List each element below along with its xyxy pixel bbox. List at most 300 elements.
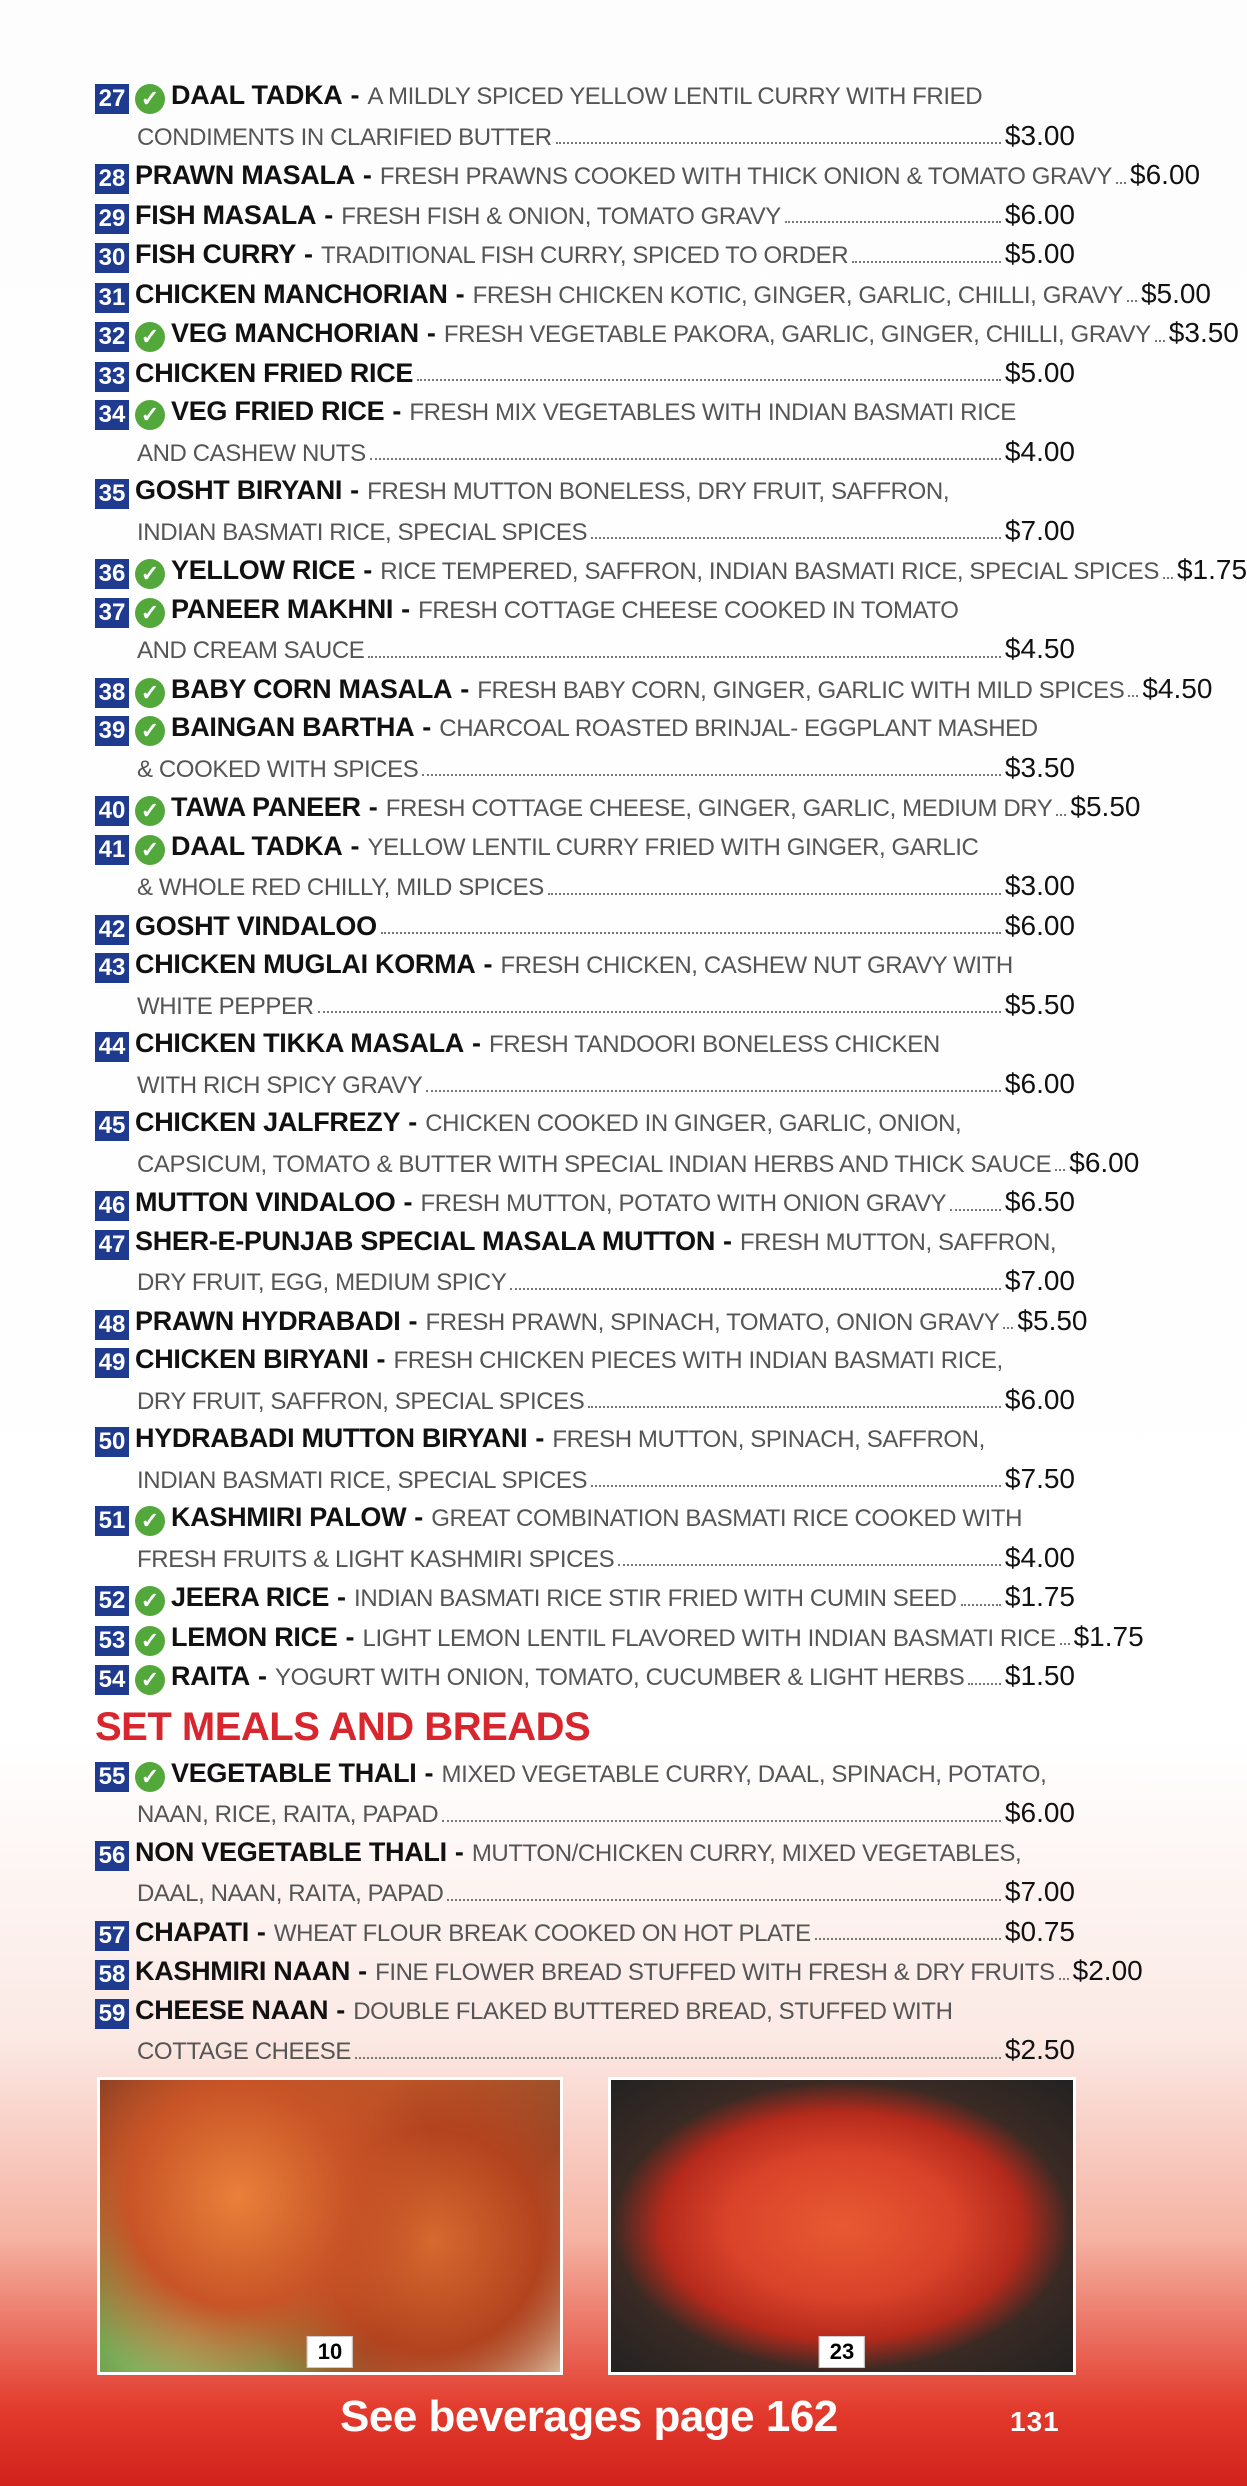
item-name: KASHMIRI PALOW: [171, 1502, 407, 1532]
item-description: CHARCOAL ROASTED BRINJAL- EGGPLANT MASHED: [439, 715, 1038, 742]
item-number-badge: 51: [95, 1506, 129, 1536]
item-description: A MILDLY SPICED YELLOW LENTIL CURRY WITH FRIED: [367, 83, 983, 110]
menu-item: [95, 471, 1075, 550]
item-number-badge: 30: [95, 243, 129, 273]
menu-item-line: [95, 1340, 1075, 1380]
item-description-cont: & WHOLE RED CHILLY, MILD SPICES: [137, 874, 544, 901]
item-number-badge: 52: [95, 1586, 129, 1616]
item-name: DAAL TADKA: [171, 80, 343, 110]
name-separator: -: [345, 1621, 355, 1652]
menu-item: [95, 1617, 1144, 1657]
item-description-cont: INDIAN BASMATI RICE, SPECIAL SPICES: [137, 518, 588, 546]
menu-item: [95, 1103, 1140, 1182]
name-separator: -: [471, 1028, 481, 1058]
dot-leader: [1116, 182, 1126, 184]
veg-icon: ✓: [135, 400, 165, 430]
menu-item-line: [95, 1143, 1140, 1183]
name-separator: -: [414, 1502, 424, 1532]
item-description: FRESH CHICKEN KOTIC, GINGER, GARLIC, CHILLI, GRAVY: [472, 281, 1123, 309]
name-separator: -: [426, 318, 436, 348]
item-description-cont: & COOKED WITH SPICES: [137, 755, 419, 783]
item-number-badge: 45: [95, 1111, 129, 1141]
menu-item: [95, 1577, 1075, 1617]
name-separator: -: [424, 1757, 434, 1788]
item-name: GOSHT VINDALOO: [135, 910, 377, 941]
item-number-badge: 34: [95, 400, 129, 430]
item-price: $1.50: [1004, 1660, 1075, 1691]
item-number-badge: 55: [95, 1762, 129, 1792]
name-separator: -: [723, 1225, 733, 1256]
item-name: LEMON RICE: [171, 1621, 338, 1652]
item-price: $5.50: [1017, 1304, 1088, 1336]
photo-paneer: [608, 2077, 1076, 2375]
item-description: FRESH MUTTON, POTATO WITH ONION GRAVY: [420, 1190, 947, 1217]
item-name: VEG MANCHORIAN: [171, 318, 419, 348]
item-price: $4.00: [1004, 1541, 1075, 1573]
menu-item: [95, 1754, 1075, 1833]
menu-item-line: [95, 590, 1075, 630]
menu-item-line: [95, 234, 1075, 274]
item-number-badge: 32: [95, 322, 129, 352]
menu-item: [95, 906, 1075, 946]
item-number-badge: 53: [95, 1626, 129, 1656]
item-description-cont: AND CASHEW NUTS: [137, 439, 366, 467]
name-separator: -: [535, 1423, 545, 1453]
menu-item-line: [95, 1617, 1144, 1657]
menu-list: [95, 76, 1247, 2070]
name-separator: -: [256, 1916, 266, 1947]
item-description-cont: COTTAGE CHEESE: [137, 2038, 351, 2065]
item-description: FINE FLOWER BREAD STUFFED WITH FRESH & DRY FRUITS: [375, 1959, 1055, 1986]
menu-item: [95, 76, 1075, 155]
dot-leader: [1128, 695, 1138, 697]
menu-item-line: [95, 195, 1075, 235]
item-number-badge: 46: [95, 1191, 129, 1221]
menu-item-line: [95, 1833, 1075, 1873]
item-price: $6.00: [1004, 1797, 1075, 1828]
menu-item: [95, 1024, 1075, 1103]
section-title: SET MEALS AND BREADS: [95, 1704, 591, 1749]
menu-item-line: [95, 1103, 1075, 1143]
menu-item-line: [95, 1991, 1075, 2031]
item-description: YOGURT WITH ONION, TOMATO, CUCUMBER & LIGHT HERBS: [275, 1664, 965, 1691]
menu-item-line: [95, 1793, 1075, 1833]
menu-item-line: [95, 1538, 1075, 1578]
item-price: $0.75: [1004, 1915, 1075, 1947]
dot-leader: [1056, 814, 1066, 816]
item-number-badge: 44: [95, 1032, 129, 1062]
veg-icon: ✓: [135, 1762, 165, 1792]
veg-icon: ✓: [135, 678, 165, 708]
menu-item-line: [95, 787, 1141, 827]
item-description-cont: INDIAN BASMATI RICE, SPECIAL SPICES: [137, 1466, 588, 1494]
name-separator: -: [454, 1836, 464, 1867]
menu-item-line: [95, 827, 1075, 867]
item-name: CHICKEN MUGLAI KORMA: [135, 949, 476, 979]
item-description: FRESH MUTTON BONELESS, DRY FRUIT, SAFFRON,: [367, 478, 950, 505]
item-description: TRADITIONAL FISH CURRY, SPICED TO ORDER: [321, 242, 849, 269]
item-name: CHEESE NAAN: [135, 1994, 329, 2025]
item-description: WHEAT FLOUR BREAK COOKED ON HOT PLATE: [273, 1919, 811, 1947]
item-description-cont: DAAL, NAAN, RAITA, PAPAD: [137, 1880, 444, 1907]
menu-item: [95, 274, 1212, 314]
item-name: JEERA RICE: [171, 1582, 330, 1612]
menu-item: [95, 234, 1075, 274]
name-separator: -: [460, 673, 470, 704]
name-separator: -: [350, 830, 360, 861]
item-number-badge: 54: [95, 1665, 129, 1695]
item-price: $5.00: [1140, 277, 1212, 309]
menu-item-line: [95, 1380, 1075, 1420]
menu-item: [95, 669, 1213, 709]
item-name: VEG FRIED RICE: [171, 396, 385, 426]
menu-item: [95, 1301, 1088, 1341]
item-name: FISH CURRY: [135, 239, 297, 269]
menu-item-line: [95, 1261, 1075, 1301]
name-separator: -: [376, 1344, 386, 1374]
name-separator: -: [363, 555, 373, 585]
item-name: YELLOW RICE: [171, 555, 356, 585]
name-separator: -: [350, 475, 360, 505]
veg-icon: ✓: [135, 1665, 165, 1695]
dot-leader: [426, 1090, 1001, 1092]
dot-leader: [1059, 1978, 1069, 1980]
menu-item-line: [95, 866, 1075, 906]
veg-icon: ✓: [135, 1506, 165, 1536]
item-description: GREAT COMBINATION BASMATI RICE COOKED WITH: [431, 1505, 1023, 1532]
item-name: CHICKEN MANCHORIAN: [135, 278, 448, 309]
item-name: KASHMIRI NAAN: [135, 1956, 351, 1986]
item-price: $7.50: [1004, 1462, 1075, 1494]
menu-item: [95, 195, 1075, 235]
menu-item-line: [95, 1222, 1075, 1262]
item-price: $2.00: [1072, 1955, 1143, 1986]
item-description: FRESH VEGETABLE PAKORA, GARLIC, GINGER, CHILLI, GRAVY: [443, 321, 1151, 348]
menu-item-line: [95, 945, 1075, 985]
item-price: $1.75: [1176, 554, 1247, 585]
menu-item: [95, 353, 1075, 393]
dot-leader: [548, 893, 1001, 895]
item-price: $7.00: [1004, 514, 1075, 546]
menu-item-line: [95, 471, 1075, 511]
item-description-cont: WHITE PEPPER: [137, 992, 314, 1020]
veg-icon: ✓: [135, 84, 165, 114]
menu-item-line: [95, 1182, 1075, 1222]
menu-item: [95, 1656, 1075, 1696]
menu-item-line: [95, 432, 1075, 472]
item-number-badge: 50: [95, 1427, 129, 1457]
item-price: $6.00: [1004, 909, 1075, 941]
item-number-badge: 59: [95, 1999, 129, 2029]
item-description: RICE TEMPERED, SAFFRON, INDIAN BASMATI RICE, SPECIAL SPICES: [380, 558, 1159, 585]
menu-item: [95, 1340, 1075, 1419]
menu-item-line: [95, 274, 1212, 314]
dot-leader: [1163, 577, 1173, 579]
dot-leader: [968, 1683, 1001, 1685]
dot-leader: [1155, 340, 1165, 342]
name-separator: -: [408, 1305, 418, 1336]
veg-icon: ✓: [135, 1626, 165, 1656]
menu-item-line: [95, 313, 1239, 353]
item-number-badge: 40: [95, 796, 129, 826]
dot-leader: [368, 656, 1001, 658]
item-price: $4.50: [1004, 633, 1075, 664]
dot-leader: [556, 142, 1001, 144]
item-number-badge: 56: [95, 1841, 129, 1871]
item-name: CHICKEN TIKKA MASALA: [135, 1028, 464, 1058]
item-price: $6.00: [1004, 1067, 1075, 1099]
item-price: $3.00: [1004, 119, 1075, 151]
menu-item-line: [95, 155, 1201, 195]
dot-leader: [417, 379, 1001, 381]
menu-item-line: [95, 708, 1075, 748]
item-description-cont: CONDIMENTS IN CLARIFIED BUTTER: [137, 123, 552, 151]
veg-icon: ✓: [135, 1586, 165, 1616]
veg-icon: ✓: [135, 716, 165, 746]
menu-item-line: [95, 392, 1075, 432]
dot-leader: [618, 1564, 1001, 1566]
name-separator: -: [392, 396, 402, 426]
item-number-badge: 37: [95, 598, 129, 628]
dot-leader: [510, 1288, 1001, 1290]
item-price: $5.00: [1004, 356, 1075, 388]
item-name: NON VEGETABLE THALI: [135, 1836, 447, 1867]
menu-item: [95, 787, 1141, 827]
page-number: 131: [1010, 2406, 1060, 2437]
menu-item: [95, 708, 1075, 787]
item-name: DAAL TADKA: [171, 830, 343, 861]
item-description: YELLOW LENTIL CURRY FRIED WITH GINGER, GARLIC: [367, 833, 979, 861]
menu-item-line: [95, 1656, 1075, 1696]
dot-leader: [422, 774, 1001, 776]
menu-item-line: [95, 550, 1247, 590]
footer-beverages-link[interactable]: See beverages page 162: [340, 2392, 838, 2441]
item-name: PANEER MAKHNI: [171, 593, 394, 624]
item-price: $5.50: [1070, 791, 1141, 822]
item-name: TAWA PANEER: [171, 792, 361, 822]
item-price: $4.50: [1142, 672, 1213, 704]
menu-item-line: [95, 906, 1075, 946]
menu-item: [95, 1498, 1075, 1577]
item-price: $3.00: [1004, 870, 1075, 901]
menu-item: [95, 1912, 1075, 1952]
menu-item-line: [95, 1872, 1075, 1912]
veg-icon: ✓: [135, 322, 165, 352]
name-separator: -: [368, 792, 378, 822]
item-description: FRESH COTTAGE CHEESE, GINGER, GARLIC, MEDIUM DRY: [385, 795, 1053, 822]
menu-item: [95, 313, 1239, 353]
name-separator: -: [403, 1187, 413, 1217]
item-name: BABY CORN MASALA: [171, 673, 453, 704]
menu-item-line: [95, 1754, 1075, 1794]
item-description: INDIAN BASMATI RICE STIR FRIED WITH CUMIN SEED: [354, 1585, 957, 1612]
item-number-badge: 28: [95, 164, 129, 194]
menu-item-line: [95, 1024, 1075, 1064]
veg-icon: ✓: [135, 796, 165, 826]
name-separator: -: [408, 1107, 418, 1137]
menu-item-line: [95, 1459, 1075, 1499]
item-number-badge: 48: [95, 1310, 129, 1340]
dot-leader: [852, 261, 1001, 263]
bread-list: [95, 1754, 1143, 2070]
item-price: $6.00: [1069, 1146, 1140, 1178]
name-separator: -: [422, 712, 432, 742]
name-separator: -: [304, 239, 314, 269]
name-separator: -: [324, 199, 334, 230]
item-price: $7.00: [1004, 1265, 1075, 1296]
dot-leader: [355, 2057, 1001, 2059]
item-price: $3.50: [1004, 751, 1075, 783]
item-name: MUTTON VINDALOO: [135, 1187, 396, 1217]
item-number-badge: 29: [95, 204, 129, 234]
menu-item: [95, 590, 1075, 669]
item-description: MIXED VEGETABLE CURRY, DAAL, SPINACH, POTATO,: [441, 1760, 1047, 1788]
menu-item: [95, 1991, 1075, 2070]
menu-item: [95, 945, 1075, 1024]
dot-leader: [1060, 1643, 1070, 1645]
item-description-cont: AND CREAM SAUCE: [137, 637, 365, 664]
menu-item-line: [95, 1951, 1143, 1991]
item-price: $6.00: [1130, 159, 1201, 190]
item-price: $5.00: [1004, 238, 1075, 269]
photo-tag: 23: [819, 2336, 865, 2368]
dish-list: [95, 76, 1247, 1696]
item-description: FRESH COTTAGE CHEESE COOKED IN TOMATO: [418, 596, 959, 624]
item-price: $1.75: [1073, 1620, 1144, 1652]
item-name: GOSHT BIRYANI: [135, 475, 343, 505]
name-separator: -: [358, 1956, 368, 1986]
item-price: $3.50: [1168, 317, 1239, 348]
item-description: FRESH BABY CORN, GINGER, GARLIC WITH MILD SPICES: [477, 676, 1125, 704]
menu-item-line: [95, 76, 1075, 116]
item-description: FRESH PRAWNS COOKED WITH THICK ONION & TOMATO GRAVY: [379, 163, 1113, 190]
menu-item-line: [95, 1498, 1075, 1538]
menu-item-line: [95, 1419, 1075, 1459]
menu-item: [95, 1951, 1143, 1991]
item-number-badge: 42: [95, 915, 129, 945]
item-number-badge: 58: [95, 1960, 129, 1990]
menu-item: [95, 1419, 1075, 1498]
item-name: SHER-E-PUNJAB SPECIAL MASALA MUTTON: [135, 1225, 716, 1256]
menu-item-line: [95, 748, 1075, 788]
item-price: $7.00: [1004, 1876, 1075, 1907]
dot-leader: [447, 1899, 1000, 1901]
item-price: $6.00: [1004, 198, 1075, 230]
dot-leader: [442, 1820, 1001, 1822]
menu-item-line: [95, 985, 1075, 1025]
menu-item: [95, 550, 1247, 590]
item-number-badge: 47: [95, 1230, 129, 1260]
photo-tag: 10: [307, 2336, 353, 2368]
menu-item-line: [95, 1301, 1088, 1341]
item-description: FRESH MIX VEGETABLES WITH INDIAN BASMATI RICE: [409, 399, 1016, 426]
item-description-cont: CAPSICUM, TOMATO & BUTTER WITH SPECIAL INDIAN HERBS AND THICK SAUCE: [137, 1150, 1052, 1178]
dot-leader: [1127, 300, 1137, 302]
item-description-cont: FRESH FRUITS & LIGHT KASHMIRI SPICES: [137, 1545, 615, 1573]
item-price: $2.50: [1004, 2034, 1075, 2065]
item-number-badge: 39: [95, 716, 129, 746]
item-number-badge: 36: [95, 559, 129, 589]
name-separator: -: [336, 1994, 346, 2025]
photo-tikka: [97, 2077, 563, 2375]
name-separator: -: [258, 1661, 267, 1691]
dot-leader: [588, 1406, 1001, 1408]
item-description: CHICKEN COOKED IN GINGER, GARLIC, ONION,: [425, 1110, 962, 1137]
item-description: FRESH MUTTON, SPINACH, SAFFRON,: [552, 1426, 985, 1453]
dot-leader: [815, 1938, 1001, 1940]
item-name: VEGETABLE THALI: [171, 1757, 417, 1788]
item-description: FRESH TANDOORI BONELESS CHICKEN: [488, 1031, 940, 1058]
dot-leader: [1003, 1327, 1013, 1329]
menu-item-line: [95, 116, 1075, 156]
item-price: $5.50: [1004, 988, 1075, 1020]
item-description-cont: DRY FRUIT, EGG, MEDIUM SPICY: [137, 1269, 507, 1296]
menu-item-line: [95, 1064, 1075, 1104]
item-number-badge: 31: [95, 283, 129, 313]
menu-item: [95, 1833, 1075, 1912]
item-number-badge: 57: [95, 1921, 129, 1951]
menu-item-line: [95, 511, 1075, 551]
item-description: FRESH CHICKEN PIECES WITH INDIAN BASMATI RICE,: [393, 1347, 1003, 1374]
dot-leader: [318, 1011, 1001, 1013]
dot-leader: [591, 537, 1001, 539]
item-description-cont: NAAN, RICE, RAITA, PAPAD: [137, 1801, 439, 1828]
item-name: CHICKEN BIRYANI: [135, 1344, 369, 1374]
dot-leader: [785, 221, 1001, 223]
name-separator: -: [455, 278, 465, 309]
item-name: RAITA: [171, 1661, 250, 1691]
item-name: FISH MASALA: [135, 199, 317, 230]
item-number-badge: 38: [95, 678, 129, 708]
item-description: FRESH CHICKEN, CASHEW NUT GRAVY WITH: [500, 952, 1013, 979]
dot-leader: [950, 1209, 1001, 1211]
menu-item-line: [95, 1577, 1075, 1617]
item-description: DOUBLE FLAKED BUTTERED BREAD, STUFFED WITH: [353, 1997, 953, 2025]
name-separator: -: [337, 1582, 347, 1612]
item-name: CHAPATI: [135, 1916, 249, 1947]
menu-item: [95, 1182, 1075, 1222]
item-name: PRAWN HYDRABADI: [135, 1305, 401, 1336]
dot-leader: [370, 458, 1001, 460]
item-description: MUTTON/CHICKEN CURRY, MIXED VEGETABLES,: [471, 1839, 1022, 1867]
menu-item: [95, 1222, 1075, 1301]
menu-item-line: [95, 629, 1075, 669]
menu-item-line: [95, 353, 1075, 393]
dot-leader: [591, 1485, 1001, 1487]
item-description-cont: DRY FRUIT, SAFFRON, SPECIAL SPICES: [137, 1387, 585, 1415]
item-description-cont: WITH RICH SPICY GRAVY: [137, 1071, 423, 1099]
item-number-badge: 27: [95, 84, 129, 114]
menu-item: [95, 155, 1201, 195]
item-name: PRAWN MASALA: [135, 160, 355, 190]
item-price: $4.00: [1004, 435, 1075, 467]
menu-item: [95, 392, 1075, 471]
item-name: CHICKEN JALFREZY: [135, 1107, 401, 1137]
item-number-badge: 49: [95, 1348, 129, 1378]
item-price: $6.50: [1004, 1186, 1075, 1217]
item-name: HYDRABADI MUTTON BIRYANI: [135, 1423, 528, 1453]
veg-icon: ✓: [135, 598, 165, 628]
dot-leader: [381, 932, 1001, 934]
item-name: CHICKEN FRIED RICE: [135, 357, 414, 388]
name-separator: -: [483, 949, 493, 979]
item-description: FRESH MUTTON, SAFFRON,: [740, 1228, 1057, 1256]
item-description: LIGHT LEMON LENTIL FLAVORED WITH INDIAN BASMATI RICE: [362, 1624, 1056, 1652]
veg-icon: ✓: [135, 835, 165, 865]
item-price: $1.75: [1004, 1581, 1075, 1612]
item-name: BAINGAN BARTHA: [171, 712, 415, 742]
veg-icon: ✓: [135, 559, 165, 589]
